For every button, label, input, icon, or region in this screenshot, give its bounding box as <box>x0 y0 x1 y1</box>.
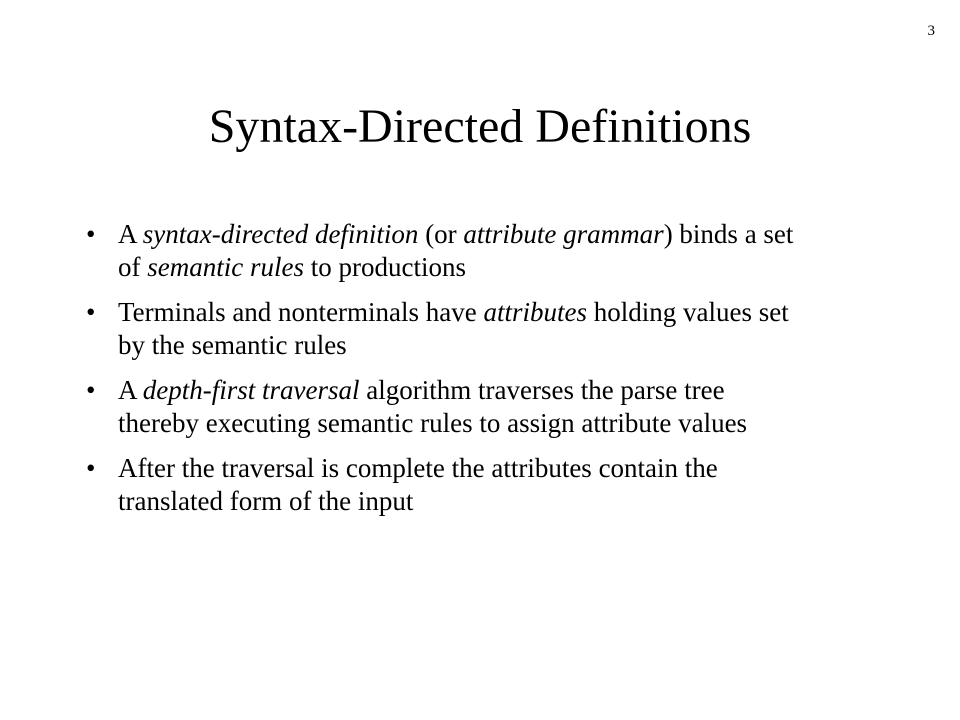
bullet-dot: • <box>86 297 96 327</box>
bullet-dot: • <box>86 375 96 405</box>
bullet-item <box>86 296 806 362</box>
text-segment: Terminals and nonterminals have <box>118 297 484 327</box>
bullet-item <box>86 374 806 440</box>
bullet-list <box>86 218 806 530</box>
bullet-item <box>86 452 806 518</box>
bullet-dot: • <box>86 219 96 249</box>
text-segment: algorithm traverses the parse tree thereby executing semantic rules to assign attribute values <box>118 375 748 438</box>
text-segment: (or <box>418 219 464 249</box>
bullet-dot: • <box>86 453 96 483</box>
bullet-text <box>118 453 718 516</box>
italic-term: attributes <box>483 297 588 327</box>
bullet-text <box>118 375 747 438</box>
page-number: 3 <box>927 23 935 39</box>
italic-term: depth-first traversal <box>142 375 360 405</box>
text-segment: A <box>118 219 143 249</box>
bullet-text <box>118 219 793 282</box>
text-segment: ) binds a set of <box>118 219 794 282</box>
bullet-item <box>86 218 806 284</box>
italic-term: semantic rules <box>147 252 304 282</box>
bullet-text <box>118 297 789 360</box>
text-segment: to productions <box>303 252 466 282</box>
italic-term: attribute grammar <box>463 219 664 249</box>
text-segment: holding values set by the semantic rules <box>118 297 789 360</box>
text-segment: After the traversal is complete the attributes contain the translated form of the input <box>118 453 718 516</box>
italic-term: syntax-directed definition <box>142 219 419 249</box>
slide-title: Syntax-Directed Definitions <box>208 100 752 153</box>
text-segment: A <box>118 375 143 405</box>
